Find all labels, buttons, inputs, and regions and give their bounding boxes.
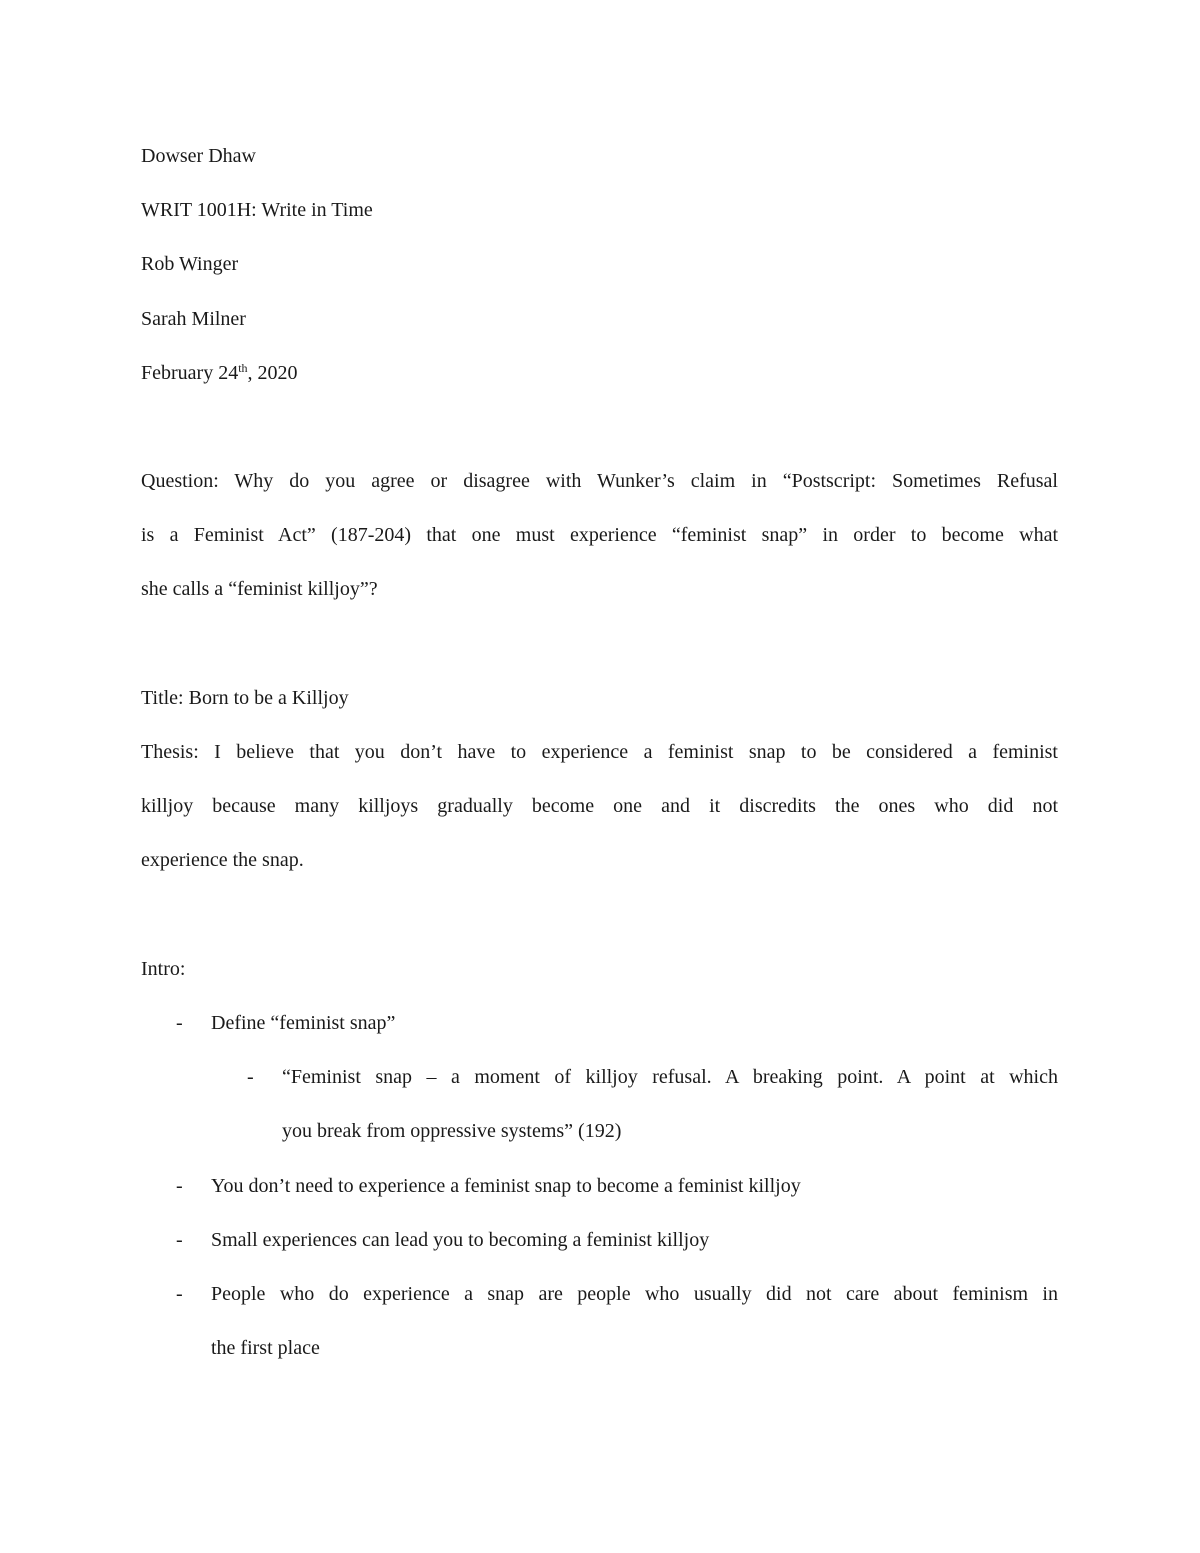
thesis-line-3: experience the snap.	[141, 849, 304, 871]
bullet-no-snap-needed: You don’t need to experience a feminist snap to become a feminist killjoy	[211, 1175, 801, 1197]
intro-heading: Intro:	[141, 958, 186, 980]
bullet-small-experiences: Small experiences can lead you to becoming a feminist killjoy	[211, 1229, 710, 1251]
bullet-snap-people-line-2: the first place	[211, 1337, 320, 1359]
sub-bullet-dash: -	[247, 1066, 254, 1088]
thesis-line-1: Thesis: I believe that you don’t have to experience a feminist snap to be considered a feminist	[141, 741, 1058, 763]
sub-bullet-quote-line-2: you break from oppressive systems” (192)	[282, 1120, 622, 1142]
bullet-dash: -	[176, 1012, 183, 1034]
date-suffix: , 2020	[247, 362, 298, 384]
question-line-1: Question: Why do you agree or disagree with Wunker’s claim in “Postscript: Sometimes Refusal	[141, 470, 1058, 492]
author-name: Dowser Dhaw	[141, 145, 256, 167]
bullet-snap-people-line-1: People who do experience a snap are people who usually did not care about feminism in	[211, 1283, 1058, 1305]
ta-name: Sarah Milner	[141, 308, 246, 330]
question-line-3: she calls a “feminist killjoy”?	[141, 578, 378, 600]
essay-title: Title: Born to be a Killjoy	[141, 687, 349, 709]
bullet-dash: -	[176, 1229, 183, 1251]
bullet-dash: -	[176, 1283, 183, 1305]
date-superscript: th	[238, 361, 248, 375]
bullet-define-snap: Define “feminist snap”	[211, 1012, 396, 1034]
course-name: WRIT 1001H: Write in Time	[141, 199, 373, 221]
date-prefix: February 24	[141, 362, 239, 384]
date-line	[141, 361, 298, 385]
sub-bullet-quote-line-1: “Feminist snap – a moment of killjoy refusal. A breaking point. A point at which	[282, 1066, 1058, 1088]
question-line-2: is a Feminist Act” (187-204) that one must experience “feminist snap” in order to become what	[141, 524, 1058, 546]
thesis-line-2: killjoy because many killjoys gradually become one and it discredits the ones who did not	[141, 795, 1058, 817]
bullet-dash: -	[176, 1175, 183, 1197]
instructor-name: Rob Winger	[141, 253, 239, 275]
